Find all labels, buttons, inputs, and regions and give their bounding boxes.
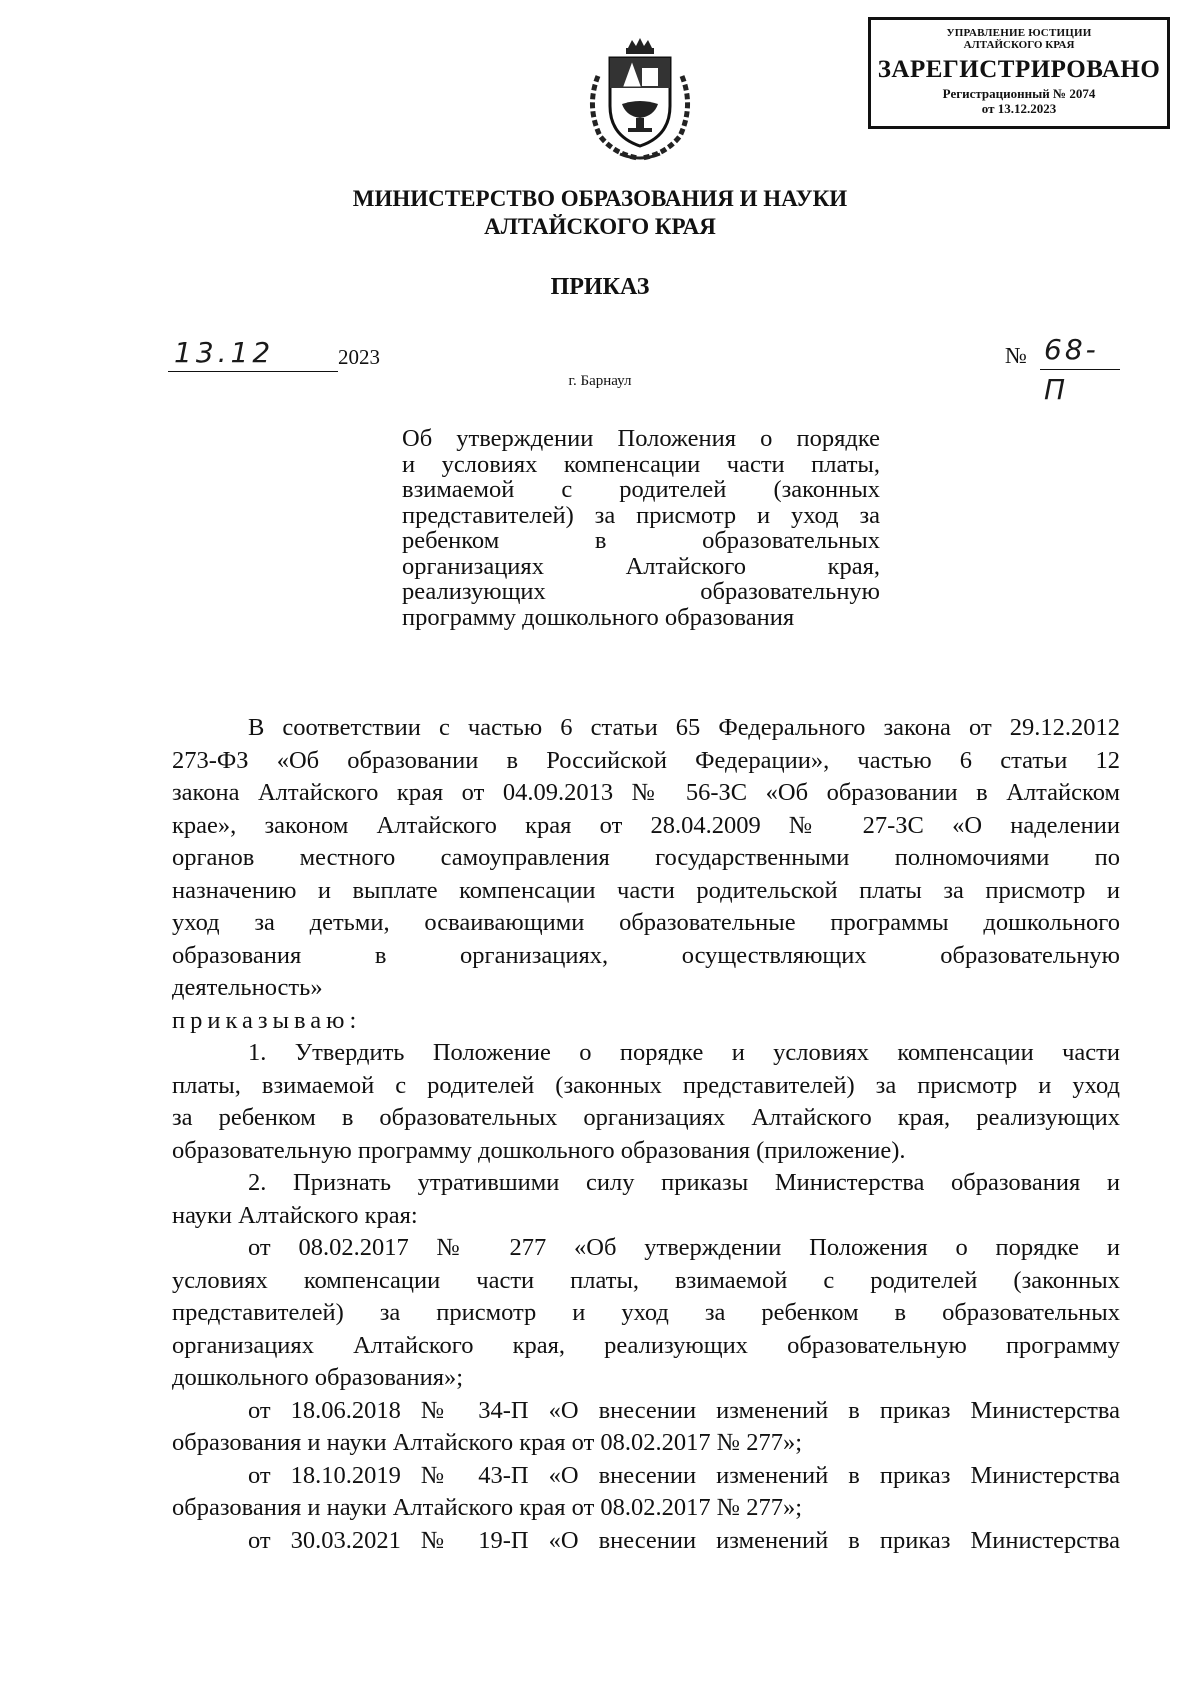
preamble-line: 273-ФЗ «Об образовании в Российской Федерации», частью 6 статьи 12: [172, 746, 1120, 774]
coat-of-arms-icon: [580, 36, 700, 162]
subject-line: ребенком в образовательных: [402, 527, 880, 554]
stamp-reg-number: Регистрационный № 2074: [942, 86, 1096, 101]
repealed-order-line: дошкольного образования»;: [172, 1364, 464, 1391]
repealed-order-line: условиях компенсации части платы, взимаемой с родителей (законных: [172, 1266, 1120, 1294]
subject-line: реализующих образовательную: [402, 578, 880, 605]
clause-1-line: за ребенком в образовательных организациях Алтайского края, реализующих: [172, 1104, 1120, 1131]
subject-line: программу дошкольного образования: [402, 603, 795, 631]
stamp-status: ЗАРЕГИСТРИРОВАНО: [877, 56, 1161, 83]
repealed-order-line: организациях Алтайского края, реализующих образовательную программу: [172, 1331, 1120, 1359]
clause-1-line: платы, взимаемой с родителей (законных представителей) за присмотр и уход: [172, 1071, 1120, 1099]
preamble-line: органов местного самоуправления государственными полномочиями по: [172, 844, 1120, 871]
subject-line: и условиях компенсации части платы,: [402, 450, 880, 478]
repealed-order-line: образования и науки Алтайского края от 08.02.2017 № 277»;: [172, 1429, 803, 1456]
stamp-authority-line2: АЛТАЙСКОГО КРАЯ: [963, 39, 1075, 51]
subject-line: взимаемой с родителей (законных: [402, 476, 880, 503]
repealed-order-line: от 18.06.2018 № 34-П «О внесении изменений в приказ Министерства: [248, 1396, 1120, 1424]
subject-line: организациях Алтайского края,: [402, 552, 880, 580]
preamble-line: закона Алтайского края от 04.09.2013 № 56-ЗС «Об образовании в Алтайском: [172, 779, 1120, 806]
preamble-line: деятельность»: [172, 974, 323, 1001]
repealed-order-line: образования и науки Алтайского края от 08.02.2017 № 277»;: [172, 1494, 803, 1521]
order-verb: приказываю:: [172, 1006, 362, 1034]
clause-2-line: 2. Признать утратившими силу приказы Министерства образования и: [248, 1169, 1120, 1196]
repealed-order-line: представителей) за присмотр и уход за ребенком в образовательных: [172, 1299, 1120, 1326]
clause-2-line: науки Алтайского края:: [172, 1201, 418, 1229]
ministry-name-line1: МИНИСТЕРСТВО ОБРАЗОВАНИЯ И НАУКИ: [352, 186, 848, 211]
document-type-title: ПРИКАЗ: [550, 274, 650, 300]
clause-1-line: образовательную программу дошкольного образования (приложение).: [172, 1136, 906, 1164]
handwritten-date: 13.12: [168, 334, 338, 372]
subject-line: представителей) за присмотр и уход за: [402, 501, 880, 529]
clause-1-line: 1. Утвердить Положение о порядке и условиях компенсации части: [248, 1039, 1120, 1066]
number-sign: №: [1005, 343, 1027, 368]
preamble-line: назначению и выплате компенсации части родительской платы за присмотр и: [172, 876, 1120, 904]
subject-line: Об утверждении Положения о порядке: [402, 425, 880, 452]
preamble-line: крае», законом Алтайского края от 28.04.2009 № 27-ЗС «О наделении: [172, 811, 1120, 839]
repealed-order-line: от 18.10.2019 № 43-П «О внесении изменений в приказ Министерства: [248, 1461, 1120, 1489]
city-name: г. Барнаул: [568, 373, 632, 389]
order-subject: [402, 426, 880, 630]
preamble-line: уход за детьми, осваивающими образовательные программы дошкольного: [172, 909, 1120, 936]
order-body: [172, 712, 1120, 1557]
registration-stamp: [868, 17, 1170, 129]
stamp-reg-date: от 13.12.2023: [981, 101, 1057, 116]
handwritten-order-number: 68-П: [1040, 330, 1120, 370]
preamble-line: образования в организациях, осуществляющих образовательную: [172, 941, 1120, 969]
preamble-line: В соответствии с частью 6 статьи 65 Федерального закона от 29.12.2012: [248, 714, 1120, 741]
stamp-authority-line1: УПРАВЛЕНИЕ ЮСТИЦИИ: [946, 27, 1092, 39]
date-year: 2023: [338, 345, 380, 369]
ministry-name-line2: АЛТАЙСКОГО КРАЯ: [484, 214, 716, 239]
repealed-order-line: от 30.03.2021 № 19-П «О внесении изменений в приказ Министерства: [248, 1526, 1120, 1554]
repealed-order-line: от 08.02.2017 № 277 «Об утверждении Положения о порядке и: [248, 1234, 1120, 1261]
